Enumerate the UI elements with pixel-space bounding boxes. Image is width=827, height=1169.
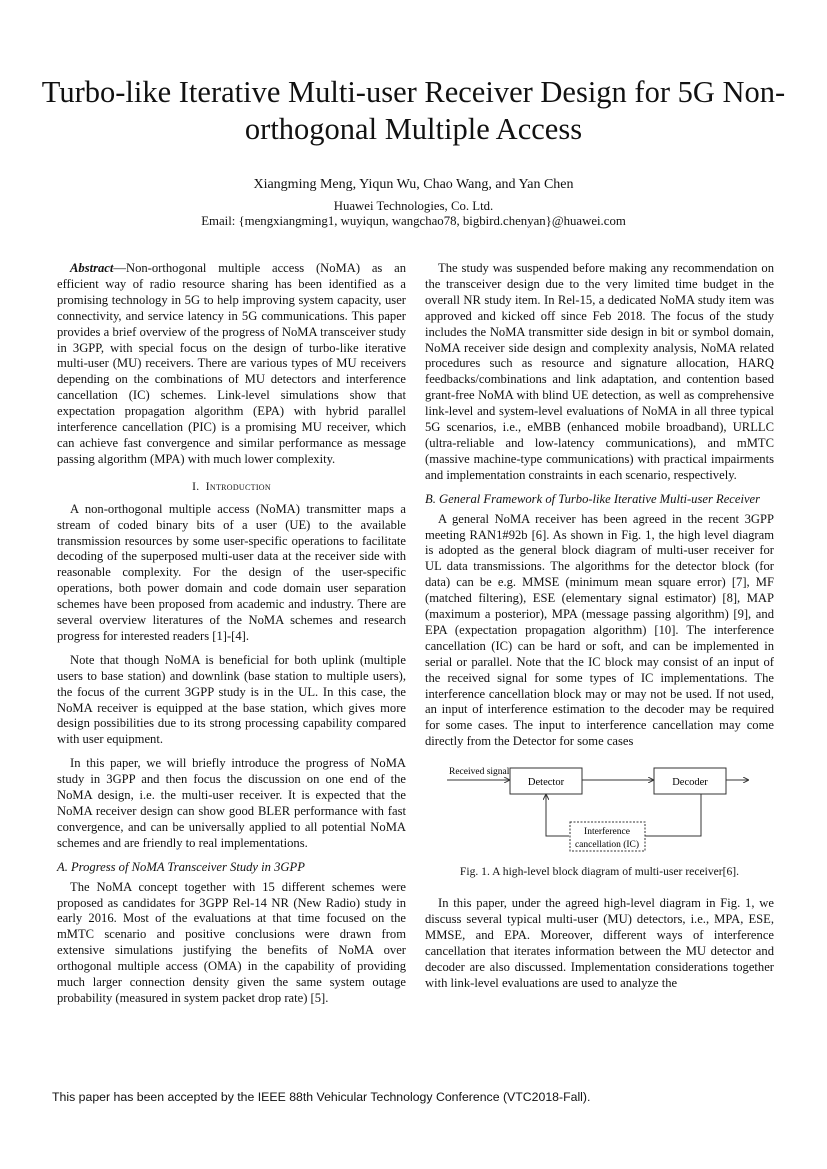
- paragraph: A general NoMA receiver has been agreed in the recent 3GPP meeting RAN1#92b [6]. As shown in Fig. 1, the high level diagram is adopted as the general block diagram of multi-user receiver for UL data transmissions. The algorithms for the detector block (for data) can be e.g. MMSE (minimum mean square error) [7], MF (matched filtering), ESE (elementary signal estimator) [8], MAP (maximum a posterior), MPA (message passing algorithm) [9], and EPA (expectation propagation algorithm) [10]. The interference cancellation (IC) can be hard or soft, and can be implemented in serial or parallel. Note that the IC block may consist of an input of the received signal for some types of IC implementations. The interference cancellation block may or may not be used. If not used, an input of interference estimation to the decoder may be required for some cases. The input to interference cancellation may come directly from the Detector for some cases: [425, 511, 774, 749]
- left-column: [57, 261, 406, 1015]
- abstract: [57, 261, 406, 468]
- subsection-heading-a: A. Progress of NoMA Transceiver Study in 3GPP: [57, 859, 305, 874]
- detector-label: Detector: [527, 777, 565, 789]
- paper-title: Turbo-like Iterative Multi-user Receiver Design for 5G Non-orthogonal Multiple Access: [41, 75, 786, 146]
- paragraph: The study was suspended before making any recommendation on the transceiver design due to the very limited time budget in the overall NR study item. In Rel-15, a dedicated NoMA study item was approved and kicked off since Feb 2018. The focus of the study includes the NoMA transmitter side design in bit or symbol domain, NoMA receiver side design and complexity analysis, NoMA related procedures such as resource and signature allocation, HARQ feedbacks/combinations and link adaptation, and contention based grant-free NoMA with blind UE detection, as well as comprehensive link-level and system-level evaluations of NoMA in all three typical 5G scenarios, i.e., eMBB (enhanced mobile broadband), URLLC (ultra-reliable and low-latency communications), and mMTC (massive machine-type communications) with practical impairments and implementation constraints in each scenario, respectively.: [425, 261, 774, 482]
- paragraph: A non-orthogonal multiple access (NoMA) transmitter maps a stream of coded binary bits of a user (UE) to the available transmission resources by some user-specific operations to facilitate decoding of the superposed multi-user data at the receiver side with reasonable complexity. For the design of the user-specific operations, both power domain and code domain user separation schemes have been proposed from academic and industry. There are several overview literatures of the NoMA schemes and research progress for interested readers [1]-[4].: [57, 501, 406, 643]
- decoder-label: Decoder: [672, 777, 708, 789]
- paragraph: In this paper, we will briefly introduce the progress of NoMA study in 3GPP and then focus the discussion on one end of the NoMA design, i.e. the multi-user receiver. It is expected that the NoMA receiver design can show good BLER performance with fast convergence, and can be universally applied to all potential NoMA schemes and are friendly to real implementations.: [57, 756, 406, 850]
- paragraph: Note that though NoMA is beneficial for both uplink (multiple users to base station) and downlink (base station to multiple users), the focus of the current 3GPP study is in the UL. In this case, the NoMA receiver is equipped at the base station, which gives more design possibilities due to its strong processing capability compared with user equipment.: [57, 652, 406, 747]
- ic-label-2: cancellation (IC): [574, 840, 640, 851]
- email: Email: {mengxiangming1, wuyiqun, wangchao78, bigbird.chenyan}@huawei.com: [201, 214, 626, 228]
- abstract-label: Abstract: [70, 261, 114, 275]
- footer-note: This paper has been accepted by the IEEE 88th Vehicular Technology Conference (VTC2018-Fall).: [52, 1090, 591, 1104]
- authors: Xiangming Meng, Yiqun Wu, Chao Wang, and Yan Chen: [253, 177, 574, 192]
- paragraph: The NoMA concept together with 15 different schemes were proposed as candidates for 3GPP Rel-14 NR (New Radio) study in early 2016. Most of the evaluations at that time focused on the mMTC scenario and positive conclusions were drawn from extensive simulations justifying the benefits of NoMA over orthogonal multiple access (OMA) in the capability of providing much larger connection density given the same system outage probability (measured in system packet drop rate) [5].: [57, 879, 406, 1005]
- paragraph: In this paper, under the agreed high-level diagram in Fig. 1, we discuss several typical multi-user (MU) detectors, i.e., MPA, ESE, MMSE, and EPA. Moreover, different ways of interference cancellation that iterates information between the MU detector and decoder are also discussed. Implementation considerations together with link-level evaluations are used to analyze the: [425, 896, 774, 990]
- affiliation: Huawei Technologies, Co. Ltd.: [333, 199, 494, 213]
- input-label: Received signal: [449, 767, 510, 778]
- subsection-heading-b: B. General Framework of Turbo-like Iterative Multi-user Receiver: [425, 491, 761, 506]
- right-column: [425, 261, 774, 1000]
- figure-caption: Fig. 1. A high-level block diagram of multi-user receiver[6].: [459, 865, 740, 879]
- ic-label-1: Interference: [584, 827, 630, 838]
- abstract-text: —Non-orthogonal multiple access (NoMA) as an efficient way of radio resource sharing has been identified as a promising technology in 5G to help improving system capacity, user connectivity, and service latency in 5G communications. This paper provides a brief overview of the progress of NoMA transceiver study in 3GPP, with special focus on the design of turbo-like iterative multi-user (MU) receivers. There are various types of MU receivers depending on the combinations of MU detectors and interference cancellation (IC) schemes. Link-level simulations show that expectation propagation algorithm (EPA) with hybrid parallel interference cancellation (PIC) is a promising MU receiver, which can achieve fast convergence and similar performance as message passing algorithm (MPA) with much lower complexity.: [57, 261, 406, 466]
- figure-block-diagram: [425, 758, 774, 858]
- section-heading-intro: I. Introduction: [192, 480, 271, 493]
